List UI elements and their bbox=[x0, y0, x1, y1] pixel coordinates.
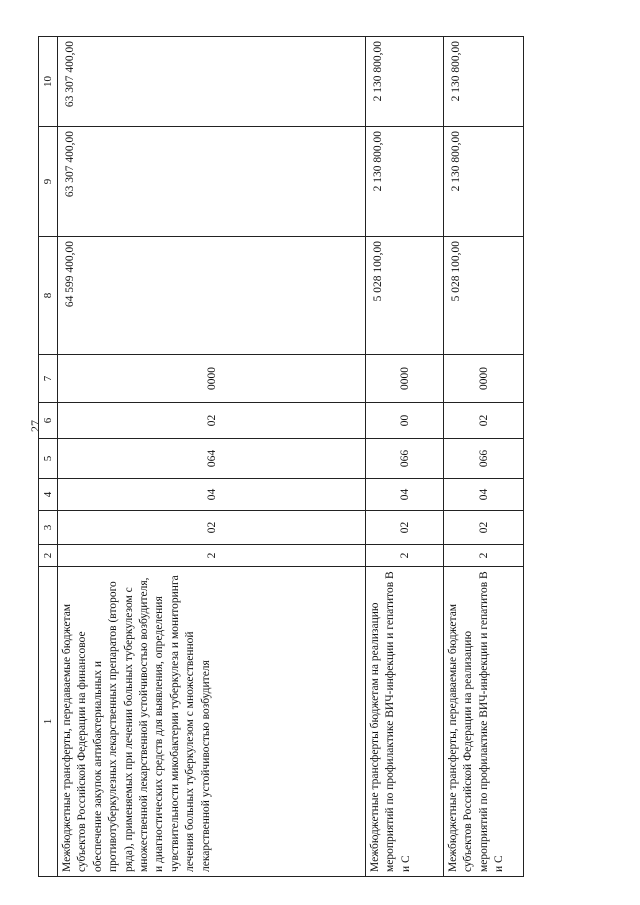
cell-col-5: 066 bbox=[366, 439, 444, 479]
header-cell-4: 4 bbox=[39, 479, 58, 511]
header-cell-1: 1 bbox=[39, 567, 58, 877]
header-cell-2: 2 bbox=[39, 545, 58, 567]
cell-col-6: 02 bbox=[444, 403, 524, 439]
row-description: Межбюджетные трансферты, передаваемые бюджетам субъектов Российской Федерации на финансовое обеспечение закупок антибактериальных и противотуберкулезных лекарственных препаратов (второго ряда), применяемых при лечении больных туберкулезом с множественной лекарственной устойчивостью возбудителя, и диагностических средств для выявления, определения чувствительности микобактерии туберкулеза и мониторинга лечения больных туберкулезом с множественной лекарственной устойчивостью возбудителя bbox=[58, 567, 366, 877]
cell-col-10: 2 130 800,00 bbox=[444, 37, 524, 127]
row-description: Межбюджетные трансферты, передаваемые бюджетам субъектов Российской Федерации на реализацию мероприятий по профилактике ВИЧ-инфекции и гепатитов В и С bbox=[444, 567, 524, 877]
cell-col-9: 63 307 400,00 bbox=[58, 127, 366, 237]
cell-col-3: 02 bbox=[366, 511, 444, 545]
table-header-row bbox=[39, 37, 58, 877]
header-cell-10: 10 bbox=[39, 37, 58, 127]
table-row bbox=[444, 37, 524, 877]
cell-col-2: 2 bbox=[366, 545, 444, 567]
cell-col-8: 5 028 100,00 bbox=[366, 237, 444, 355]
cell-col-10: 2 130 800,00 bbox=[366, 37, 444, 127]
cell-col-10: 63 307 400,00 bbox=[58, 37, 366, 127]
table-row bbox=[58, 37, 366, 877]
cell-col-3: 02 bbox=[58, 511, 366, 545]
budget-table-wrapper bbox=[38, 37, 506, 877]
cell-col-2: 2 bbox=[58, 545, 366, 567]
table-row bbox=[366, 37, 444, 877]
cell-col-8: 5 028 100,00 bbox=[444, 237, 524, 355]
header-cell-8: 8 bbox=[39, 237, 58, 355]
cell-col-7: 0000 bbox=[58, 355, 366, 403]
header-cell-7: 7 bbox=[39, 355, 58, 403]
cell-col-3: 02 bbox=[444, 511, 524, 545]
cell-col-4: 04 bbox=[58, 479, 366, 511]
cell-col-9: 2 130 800,00 bbox=[366, 127, 444, 237]
page-number: 27 bbox=[28, 420, 42, 432]
cell-col-4: 04 bbox=[366, 479, 444, 511]
header-cell-6: 6 bbox=[39, 403, 58, 439]
cell-col-4: 04 bbox=[444, 479, 524, 511]
cell-col-6: 02 bbox=[58, 403, 366, 439]
header-cell-9: 9 bbox=[39, 127, 58, 237]
cell-col-6: 00 bbox=[366, 403, 444, 439]
row-description: Межбюджетные трансферты бюджетам на реализацию мероприятий по профилактике ВИЧ-инфекции и гепатитов В и С bbox=[366, 567, 444, 877]
cell-col-8: 64 599 400,00 bbox=[58, 237, 366, 355]
cell-col-5: 064 bbox=[58, 439, 366, 479]
cell-col-9: 2 130 800,00 bbox=[444, 127, 524, 237]
cell-col-5: 066 bbox=[444, 439, 524, 479]
header-cell-5: 5 bbox=[39, 439, 58, 479]
header-cell-3: 3 bbox=[39, 511, 58, 545]
budget-table bbox=[38, 36, 524, 877]
cell-col-2: 2 bbox=[444, 545, 524, 567]
cell-col-7: 0000 bbox=[444, 355, 524, 403]
cell-col-7: 0000 bbox=[366, 355, 444, 403]
